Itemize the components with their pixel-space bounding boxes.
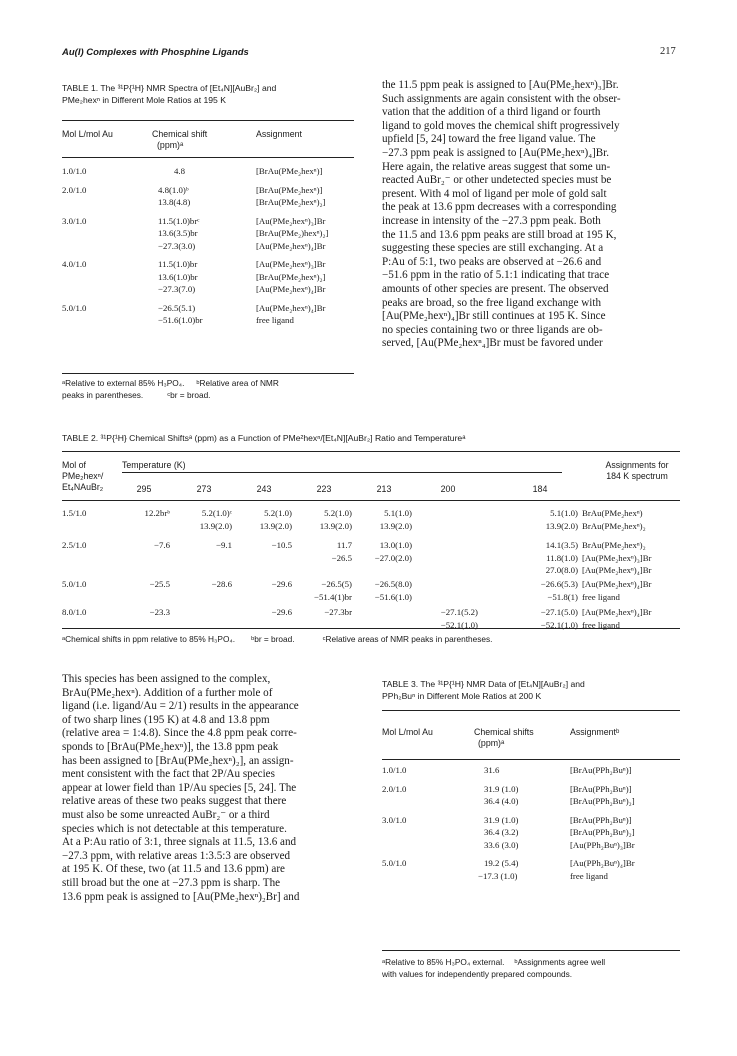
table2-value: 11.7 [336,540,352,550]
table2-t243-cell [236,507,292,532]
table1-ratio-cell: 2.0/1.0 [62,184,87,195]
table2-header-mol [62,460,103,493]
table2-value: −25.5 [149,579,170,589]
table1-assign-cell [256,209,354,253]
table3-ratio-cell: 5.0/1.0 [382,858,407,868]
text-line: −27.3 ppm peak is assigned to [Au(PMe₂hexⁿ)₄]Br. [382,146,610,159]
table2-value: −27.1(5.0) [540,607,578,617]
table1-header-col2 [152,129,207,151]
text-line: present. With 4 mol of ligand per mole of gold salt [382,187,607,200]
table2-temp-header: 200 [440,484,456,494]
table2-value: 5.1(1.0) [550,508,578,518]
table1-ratio-cell: 5.0/1.0 [62,302,87,313]
table2-t184-cell [478,578,578,603]
table2-temp-header: 295 [136,484,152,494]
table3-assign-cell [570,851,680,882]
table2-t184-cell [478,507,578,532]
table1-footnote-c: ᶜbr = broad. [167,390,211,400]
table3-shift-value: 31.6 [484,765,500,775]
table2-ratio-cell: 8.0/1.0 [62,607,87,617]
table3-bottom-rule [382,950,680,951]
text-line: species which is not detectable at this temperature. [62,822,287,835]
table3-footnotes [382,956,682,980]
text-line: appear at lower field than 1P/Au species [5, 24]. The [62,781,297,794]
table3-shift-value: 33.6 (3.0) [484,839,519,850]
table3-assign-value: [Au(PPh₂Buⁿ)₃]Br [570,839,635,850]
table2-value: −27.1(5.2) [440,607,478,617]
table2-value: 13.9(2.0) [545,520,578,531]
table2-t243-cell [236,539,292,552]
table3-assign-value: [BrAu(PPh₂Buⁿ)] [570,783,632,794]
table1-assign-value: [BrAu(PMe₂hexⁿ)] [256,184,323,195]
table1-assign-value: [BrAu(PMe₂)hexⁿ)₂] [256,228,329,238]
table2-temp-header: 213 [376,484,392,494]
table1-shift-cell [152,252,256,296]
table2-header-assign-line1: Assignments for [605,460,669,470]
table2-t273-cell [176,539,232,552]
table2-value: 27.0(8.0) [545,565,578,575]
table2-assign-value: [Au(PMe₂hexⁿ)₄]Br [582,607,652,617]
table2-caption: TABLE 2. ³¹P{¹H} Chemical Shiftsᵃ (ppm) as a Function of PMe²hexⁿ/[Et₄N][AuBr₂] Ratio and Temperatureᵃ [62,433,466,443]
table2-t295-cell [118,507,170,520]
text-line: [Au(PMe₂hexⁿ)₄]Br still continues at 195 K. Since [382,310,606,323]
table1-footnote-a: ᵃRelative to external 85% H₃PO₄. [62,378,185,388]
table1-caption [62,82,362,106]
table3-caption-line1: TABLE 3. The ³¹P{¹H} NMR Data of [Et₄N][AuBr₂] and [382,679,585,689]
table1-ratio-cell: 4.0/1.0 [62,259,87,269]
table3-header-col2-line2: (ppm)ᵃ [478,738,505,748]
table1-row [62,296,354,327]
text-line: the peak at 13.6 ppm decreases with a corresponding [382,201,617,214]
table1-shift-value: 13.6(1.0)br [158,271,198,282]
table2-assign-value: BrAu(PMe₂hexⁿ)₂ [582,520,646,531]
table2-t213-cell [356,578,412,603]
table2-temp-header: 184 [532,484,548,494]
table1-bottom-rule [62,373,354,374]
table2-value: 12.2brᵇ [144,508,170,518]
table2-t223-cell [296,539,352,564]
table2-value: −29.6 [271,579,292,589]
table1-shift-value: 11.5(1.0)br [158,259,198,269]
table1-assign-value: [BrAu(PMe₂hexⁿ)₂] [256,271,326,282]
table1-assign-value: [Au(PMe₂hexⁿ)₄]Br [256,284,326,294]
table2-assign-cell [582,507,646,532]
table1-row [62,165,354,178]
table2-value: −10.5 [271,540,292,550]
table1-shift-cell [152,209,256,253]
table2-header-mol-line3: Et₄NAuBr₂ [62,482,104,492]
table1-footnotes [62,377,362,401]
table1-shift-cell [152,165,256,178]
text-line: ligand (i.e. ligand/Au = 2/1) results in the appearance [62,700,299,713]
text-line: the 11.5 and 13.6 ppm peaks are still broad at 195 K, [382,228,617,241]
table3-ratio-cell: 3.0/1.0 [382,814,407,825]
table2-t273-cell [176,507,232,532]
table1-ratio-cell: 3.0/1.0 [62,215,87,226]
table3-shift-value: 36.4 (4.0) [484,796,519,806]
table1-shift-value: 4.8(1.0)ᵇ [158,184,189,195]
table2-footnote-c: ᶜRelative areas of NMR peaks in parentheses. [322,634,493,644]
table2-assign-cell [582,578,652,603]
table3-footnote-b2: with values for independently prepared compounds. [382,969,573,979]
table1-row [62,178,354,209]
table3-shift-cell [474,808,570,852]
table3-row [382,808,680,852]
table3-assign-value: free ligand [570,870,608,881]
table2-value: −27.0(2.0) [374,552,412,563]
table2-value: 14.1(3.5) [545,540,578,550]
table1-shift-value: −26.5(5.1) [158,302,196,313]
table1-assign-value: [BrAu(PMe₂hexⁿ)] [256,166,323,176]
table1-shift-value: −27.3(7.0) [158,284,196,294]
table2-value: −7.6 [154,540,170,550]
text-line: served, [Au(PMe₂hexⁿ₄]Br must be favored under [382,337,603,350]
table1-assign-value: [Au(PMe₂hexⁿ)₃]Br [256,259,326,269]
table3-shift-value: 31.9 (1.0) [484,814,519,825]
table3-shift-value: 36.4 (3.2) [484,827,519,837]
text-line: ment consistent with the fact that 2P/Au species [62,768,275,781]
table1-assign-value: [Au(PMe₂hexⁿ)₄]Br [256,302,326,313]
table1-row [62,252,354,296]
table1-ratio-cell: 1.0/1.0 [62,166,87,176]
table2-value: −26.5(8.0) [374,579,412,589]
table1-caption-line2: PMe₂hexⁿ in Different Mole Ratios at 195 K [62,95,226,105]
table2-t184-cell [478,539,578,577]
table3-header-col2 [474,727,534,749]
table2-assign-value: BrAu(PMe₂hexⁿ)₂ [582,540,646,550]
table1-header-col1: Mol L/mol Au [62,129,113,139]
page-number: 217 [660,46,676,57]
table2-value: −27.3br [324,607,352,617]
text-line: Such assignments are again consistent with the obser- [382,92,621,105]
table2-assign-value: BrAu(PMe₂hexⁿ) [582,508,643,518]
text-line: At a P:Au ratio of 3:1, three signals at 11.5, 13.6 and [62,836,297,849]
table2-value: −26.5(5) [321,579,352,589]
table2-ratio-cell: 1.5/1.0 [62,508,87,518]
table2-t273-cell [176,578,232,591]
table2-t213-cell [356,539,412,564]
table3-header-col1: Mol L/mol Au [382,727,433,737]
table3-footnote-b: ᵇAssignments agree well [514,957,606,967]
table3-assign-cell [570,808,680,852]
table2-header-rule [62,500,680,501]
table1-shift-cell [152,178,256,209]
table1-assign-cell [256,296,354,327]
table2-t295-cell [118,606,170,619]
table2-value: 13.9(2.0) [319,520,352,531]
text-line: peaks are broad, so the free ligand exchange with [382,296,602,309]
table3-assign-value: [BrAu(PPh₂Buⁿ)] [570,814,632,825]
table3-shift-value: 31.9 (1.0) [484,783,519,794]
table2-value: −52.1(1.0) [440,619,478,630]
table2-value: 11.8(1.0) [546,552,578,563]
table1-assign-cell [256,252,354,296]
table2-header-temperature: Temperature (K) [122,460,186,470]
table3-shift-cell [474,777,570,808]
text-line: the 11.5 ppm peak is assigned to [Au(PMe₂hexⁿ)₃]Br. [382,79,619,91]
table2-temp-header: 223 [316,484,332,494]
table2-top-rule [62,451,680,452]
text-line: upfield [5, 24] toward the free ligand value. The [382,133,596,146]
text-line: relative areas of these two peaks suggest that there [62,795,287,808]
table1-assign-value: [Au(PMe₂hexⁿ)₃]Br [256,215,326,226]
table3-ratio-cell: 2.0/1.0 [382,783,407,794]
table2-value: 5.2(1.0)ᶜ [201,508,232,518]
text-line: no species containing two or three ligands are ob- [382,323,603,336]
text-line: −51.6 ppm in the ratio of 5.1:1 indicating that trace [382,269,610,282]
text-line: 13.6 ppm peak is assigned to [Au(PMe₂hexⁿ)₂Br] and [62,890,300,903]
table3-footnote-a: ᵃRelative to 85% H₃PO₄ external. [382,957,505,967]
table1-shift-value: 11.5(1.0)brᶜ [158,215,200,226]
table2-temp-header: 273 [196,484,212,494]
table3-assign-cell [570,777,680,808]
table2-header-mol-line2: PMe₂hexⁿ/ [62,471,104,481]
table3-assign-value: [Au(PPh₂Buⁿ)₄]Br [570,858,635,868]
table2-t295-cell [118,578,170,591]
table2-value: 5.1(1.0) [384,508,412,518]
table2-value: −51.6(1.0) [374,591,412,602]
table2-t213-cell [356,507,412,532]
table1-assign-cell [256,165,354,178]
table1-header-col3: Assignment [256,129,302,139]
table3 [382,764,680,882]
table2-t223-cell [296,606,352,619]
text-line: −27.3 ppm, with relative areas 1:3.5:3 are observed [62,849,291,862]
table1-shift-value: 13.8(4.8) [158,197,191,207]
table3-header-col2-line1: Chemical shifts [474,727,534,737]
table3-shift-cell [474,851,570,882]
table1-header-col2-line2: (ppm)ᵃ [157,140,184,150]
table2-value: −29.6 [271,607,292,617]
table1-assign-cell [256,178,354,209]
table2-footnote-a: ᵃChemical shifts in ppm relative to 85% H₃PO₄. [62,634,236,644]
text-line: vation that the addition of a third ligand or fourth [382,106,601,119]
table1-shift-value: 13.6(3.5)br [158,228,198,238]
table2-assign-value: [Au(PMe₂hexⁿ)₄]Br [582,565,652,575]
table3-shift-value: −17.3 (1.0) [478,870,518,881]
table1-row [62,209,354,253]
table1-shift-cell [152,296,256,327]
text-line: still broad but the one at −27.3 ppm is sharp. The [62,876,281,889]
table1-assign-value: free ligand [256,315,294,325]
table2-value: −9.1 [216,540,232,550]
table2-value: 13.9(2.0) [259,520,292,531]
table2-header-assign [591,460,683,482]
text-line: has been assigned to [BrAu(PMe₂hexⁿ)₂], an assign- [62,754,294,767]
table2-temp-header: 243 [256,484,272,494]
table2-value: 13.0(1.0) [379,540,412,550]
table2-footnote-b: ᵇbr = broad. [251,634,295,644]
table1-caption-line1: TABLE 1. The ³¹P{¹H} NMR Spectra of [Et₄N][AuBr₂] and [62,83,277,93]
table3-header-rule [382,759,680,760]
table2-assign-value: free ligand [582,591,620,602]
table2-value: 13.9(2.0) [379,520,412,531]
text-line: reacted AuBr₂⁻ or other undetected species must be [382,174,612,187]
table1-top-rule [62,120,354,121]
text-line: P:Au of 5:1, two peaks are observed at −26.6 and [382,255,602,268]
table2-assign-value: free ligand [582,619,620,630]
table2-value: 5.2(1.0) [264,508,292,518]
table2-ratio-cell: 2.5/1.0 [62,540,87,550]
table3-top-rule [382,710,680,711]
table2-footnotes [62,633,682,645]
text-line: suggesting these species are still exchanging. At a [382,242,604,255]
table2-value: −51.4(1)br [314,591,352,602]
table2-t223-cell [296,507,352,532]
table2-t223-cell [296,578,352,603]
text-line: Here again, the relative areas suggest that some un- [382,160,611,173]
table1-shift-value: −51.6(1.0)br [158,315,203,325]
table2-value: −26.6(5.3) [540,579,578,589]
table3-ratio-cell: 1.0/1.0 [382,765,407,775]
running-header-title: Au(I) Complexes with Phosphine Ligands [62,47,249,58]
table2-assign-value: [Au(PMe₂hexⁿ)₃]Br [582,552,652,563]
table2-value: −28.6 [211,579,232,589]
table3-assign-cell [570,764,680,777]
table2-value: −51.8(1) [547,591,578,602]
text-line: This species has been assigned to the complex, [62,673,271,685]
table2-ratio-cell: 5.0/1.0 [62,579,87,589]
table3-row [382,777,680,808]
table3-shift-cell [474,764,570,777]
table1-assign-value: [Au(PMe₂hexⁿ)₄]Br [256,240,326,251]
right-column-text [382,79,680,351]
table2-t243-cell [236,578,292,591]
text-line: of two sharp lines (195 K) at 4.8 and 13.8 ppm [62,713,270,726]
table3-header-col3: Assignmentᵇ [570,727,620,737]
table2-assign-value: [Au(PMe₂hexⁿ)₄]Br [582,579,652,589]
table3-assign-value: [BrAu(PPh₂Buⁿ)₂] [570,827,635,837]
table1-shift-value: 4.8 [174,166,185,176]
text-line: at 195 K. Of these, two (at 11.5 and 13.6 ppm) are [62,863,285,876]
table1-footnote-b2: peaks in parentheses. [62,390,144,400]
table2-temperature-rule [122,472,562,473]
text-line: must also be some unreacted AuBr₂⁻ or a third [62,808,270,821]
table2-assign-cell [582,539,652,577]
table2-header-assign-line2: 184 K spectrum [606,471,668,481]
table3-row [382,764,680,777]
text-line: amounts of other species are present. The observed [382,282,609,295]
table2-value: −23.3 [149,607,170,617]
text-line: (relative area = 1:4.8). Since the 4.8 ppm peak corre- [62,727,297,740]
table3-caption-line2: PPh₂Buⁿ in Different Mole Ratios at 200 K [382,691,542,701]
table1-shift-value: −27.3(3.0) [158,240,196,251]
table3-assign-value: [BrAu(PPh₂Buⁿ)₂] [570,796,635,806]
table2-header-mol-line1: Mol of [62,460,86,470]
table2-bottom-rule [62,628,680,629]
table1-header-col2-line1: Chemical shift [152,129,208,139]
text-line: BrAu(PMe₂hexⁿ). Addition of a further mole of [62,686,273,699]
table3-shift-value: 19.2 (5.4) [484,858,519,868]
text-line: increase in intensity of the −27.3 ppm peak. Both [382,214,601,227]
table1 [62,165,354,327]
table2-t295-cell [118,539,170,552]
table2-value: −26.5 [331,552,352,563]
table2-value: 5.2(1.0) [324,508,352,518]
table2-value: 13.9(2.0) [199,520,232,531]
text-line: ligand to gold moves the chemical shift progressively [382,119,620,132]
table3-row [382,851,680,882]
table1-header-rule [62,157,354,158]
table2-t243-cell [236,606,292,619]
table1-footnote-b: ᵇRelative area of NMR [196,378,279,388]
table3-assign-value: [BrAu(PPh₂Buⁿ)] [570,765,632,775]
table3-caption [382,678,682,702]
text-line: sponds to [BrAu(PMe₂hexⁿ)], the 13.8 ppm peak [62,740,279,753]
table1-assign-value: [BrAu(PMe₂hexⁿ)₂] [256,197,326,207]
left-column-bottom-text [62,673,360,904]
table2-value: −52.1(1.0) [540,619,578,630]
